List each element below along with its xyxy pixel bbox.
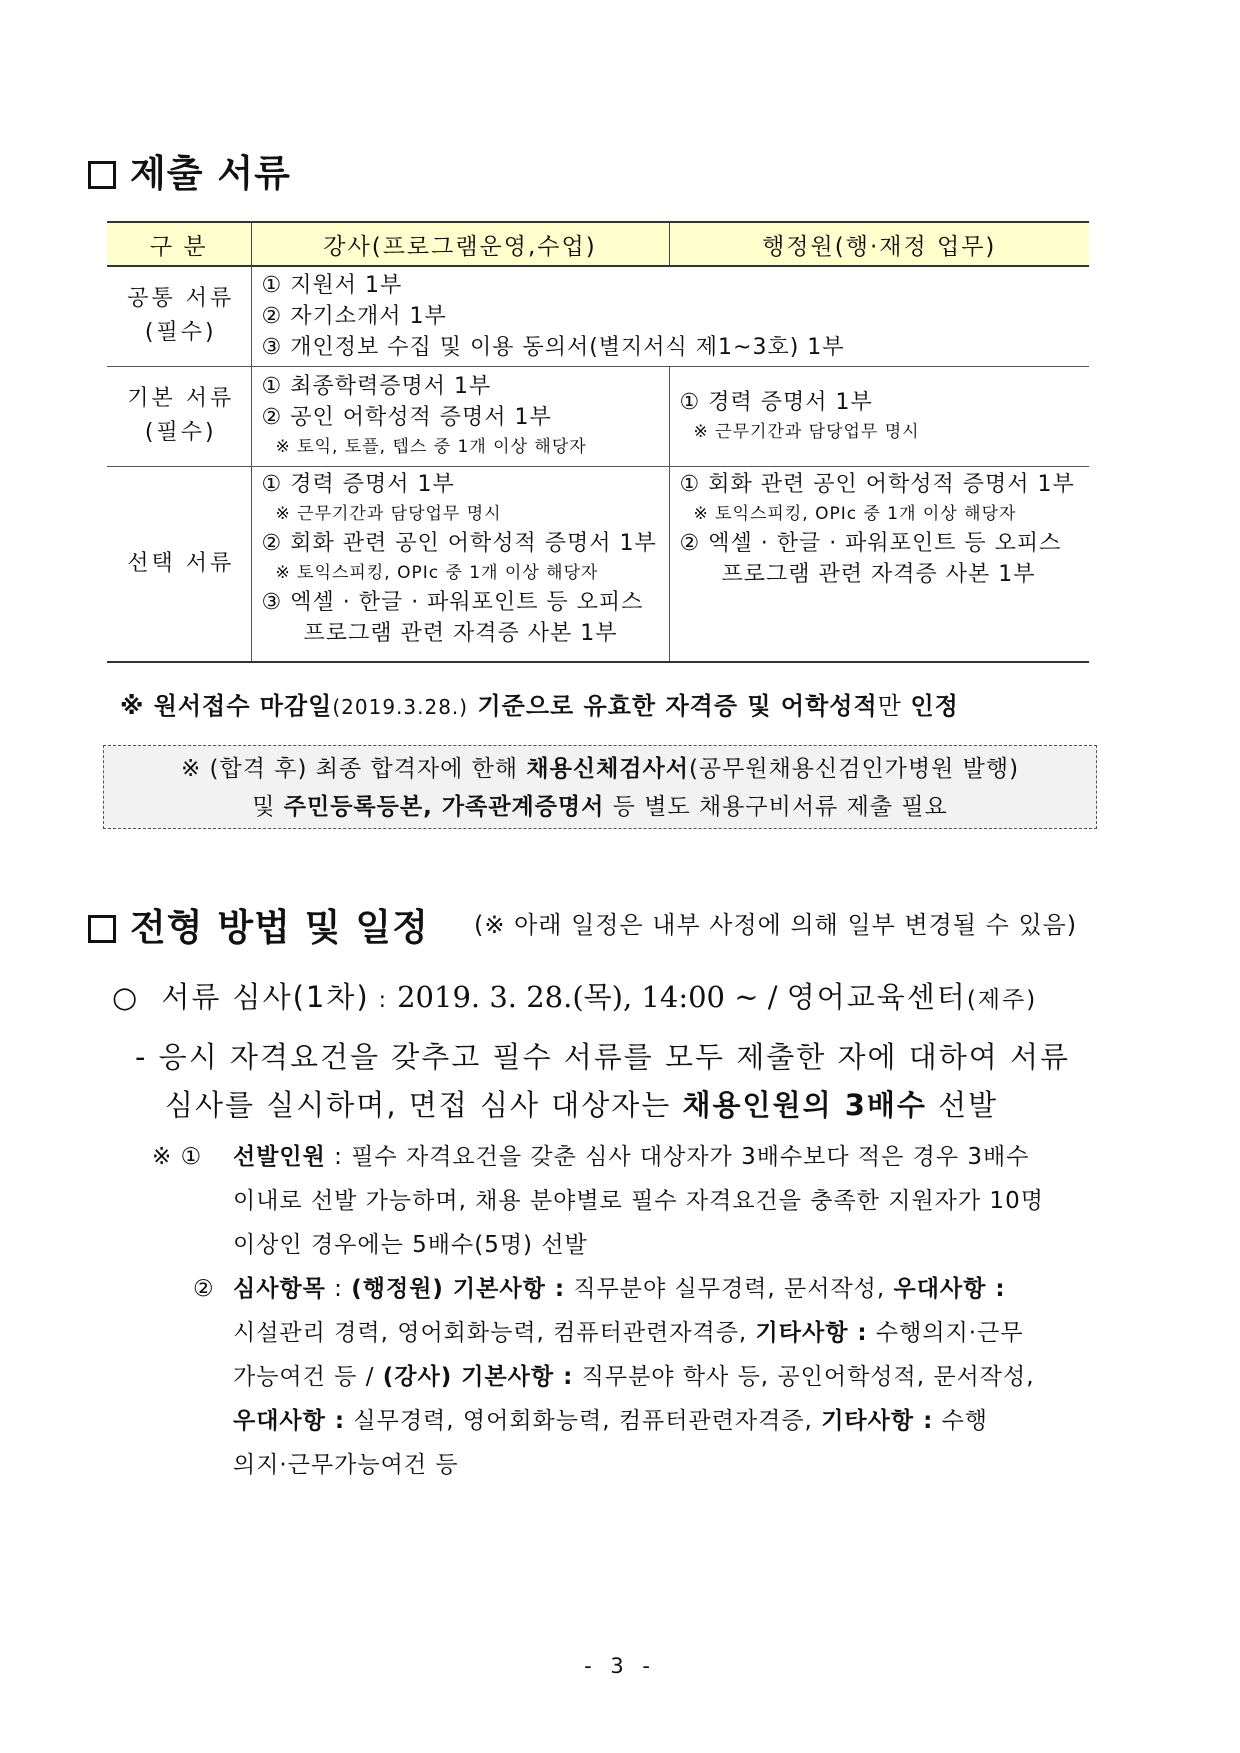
- notice-line-1: ※ (합격 후) 최종 합격자에 한해 채용신체검사서(공무원채용신검인가병원 발행): [180, 756, 1020, 782]
- header-admin: 행정원(행·재정 업무): [669, 222, 1089, 266]
- additional-documents-notice: [103, 745, 1097, 829]
- bullet-circle-icon: ○: [112, 980, 140, 1014]
- note2-marker: ②: [193, 1276, 215, 1302]
- note1-marker: ※ ①: [152, 1144, 203, 1170]
- common-docs-cell: ① 지원서 1부 ② 자기소개서 1부 ③ 개인정보 수집 및 이용 동의서(별지서식 제1~3호) 1부: [251, 266, 1089, 366]
- section-title-selection: [88, 897, 429, 951]
- table-row-optional: [107, 466, 1089, 662]
- step1-desc-line2: 심사를 실시하며, 면접 심사 대상자는 채용인원의 3배수 선발: [165, 1088, 999, 1122]
- table-row-common: [107, 266, 1089, 366]
- checkbox-square-icon: [88, 915, 116, 943]
- optional-admin-cell: ① 회화 관련 공인 어학성적 증명서 1부 ※ 토익스피킹, OPIc 중 1개 이상 해당자 ② 엑셀 · 한글 · 파워포인트 등 오피스 프로그램 관련 자격증 사본 1부: [669, 466, 1089, 662]
- section-title-documents: [88, 143, 291, 197]
- notice-line-2: 및 주민등록등본, 가족관계증명서 등 별도 채용구비서류 제출 필요: [252, 794, 948, 820]
- step1-desc-line1: - 응시 자격요건을 갖추고 필수 서류를 모두 제출한 자에 대하여 서류: [135, 1040, 1071, 1074]
- table-header-row: [107, 222, 1089, 266]
- optional-lecturer-cell: ① 경력 증명서 1부 ※ 근무기간과 담당업무 명시 ② 회화 관련 공인 어학성적 증명서 1부 ※ 토익스피킹, OPIc 중 1개 이상 해당자 ③ 엑셀 · 한글 · 파워포인트 등 오피스 프로그램 관련 자격증 사본 1부: [251, 466, 669, 662]
- section-title-text: 제출 서류: [130, 152, 291, 195]
- row-label-optional: 선택 서류: [107, 466, 251, 662]
- row-label-basic: 기본 서류 (필수): [107, 366, 251, 466]
- row-label-common: 공통 서류 (필수): [107, 266, 251, 366]
- schedule-change-note: (※ 아래 일정은 내부 사정에 의해 일부 변경될 수 있음): [474, 911, 1078, 939]
- step1-date: 2019. 3. 28.(목), 14:00 ~ /: [397, 980, 787, 1014]
- step1-line: ○ 서류 심사(1차) : 2019. 3. 28.(목), 14:00 ~ / 영어교육센터(제주): [112, 980, 1038, 1014]
- basic-lecturer-cell: ① 최종학력증명서 1부 ② 공인 어학성적 증명서 1부 ※ 토익, 토플, 텝스 중 1개 이상 해당자: [251, 366, 669, 466]
- page-number: - 3 -: [584, 1654, 656, 1678]
- step1-place: 영어교육센터: [786, 980, 967, 1014]
- basic-admin-cell: ① 경력 증명서 1부 ※ 근무기간과 담당업무 명시: [669, 366, 1089, 466]
- documents-table: [107, 221, 1089, 663]
- checkbox-square-icon: [88, 161, 116, 189]
- section-title-text: 전형 방법 및 일정: [130, 906, 429, 949]
- note2-block: 심사항목 : (행정원) 기본사항 : 직무분야 실무경력, 문서작성, 우대사항 : 시설관리 경력, 영어회화능력, 컴퓨터관련자격증, 기타사항 : 수행의지·근무 가능여건 등 / (강사) 기본사항 : 직무분야 학사 등, 공인어학성적, 문서작성, 우대사항 : 실무경력, 영어회화능력, 컴퓨터관련자격증, 기타사항 : 수행 의지·근무가능여건 등: [233, 1276, 1035, 1478]
- header-category: 구 분: [107, 222, 251, 266]
- validity-note: ※ 원서접수 마감일(2019.3.28.) 기준으로 유효한 자격증 및 어학성적만 인정: [120, 692, 959, 720]
- table-row-basic: [107, 366, 1089, 466]
- header-lecturer: 강사(프로그램운영,수업): [251, 222, 669, 266]
- step1-label: 서류 심사(1차): [161, 980, 370, 1014]
- note1-block: 선발인원 : 필수 자격요건을 갖춘 심사 대상자가 3배수보다 적은 경우 3배수 이내로 선발 가능하며, 채용 분야별로 필수 자격요건을 충족한 지원자가 10명 이상인 경우에는 5배수(5명) 선발: [233, 1144, 1044, 1258]
